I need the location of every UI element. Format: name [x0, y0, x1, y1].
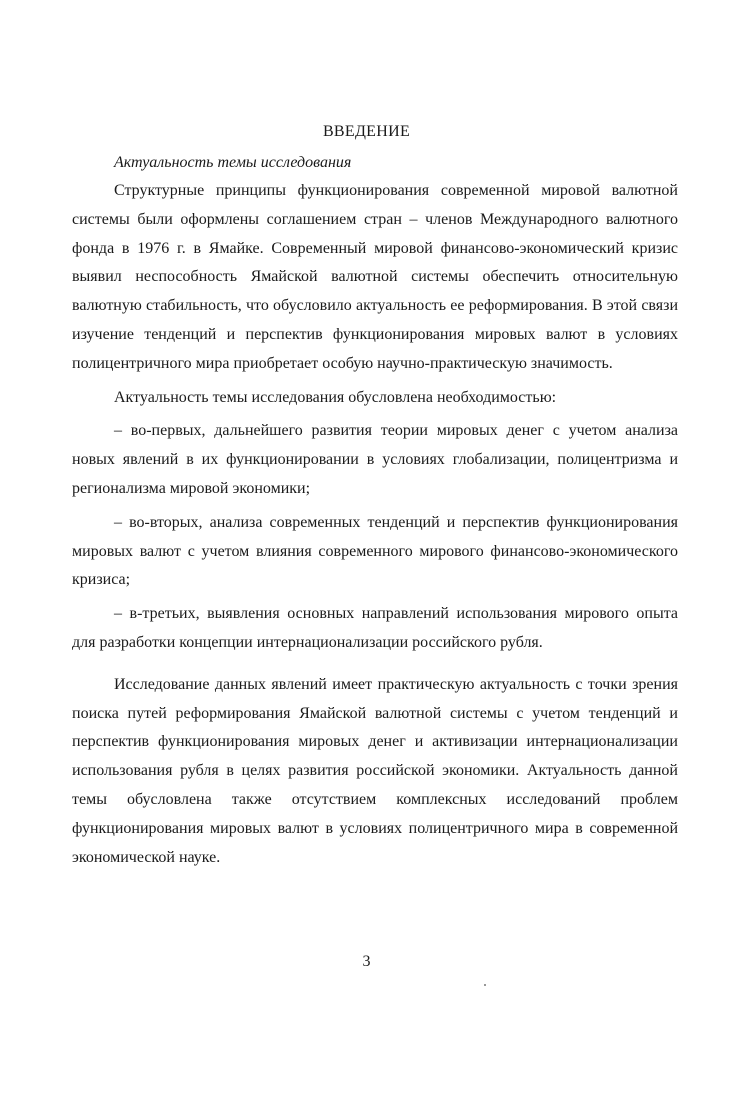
page-heading: ВВЕДЕНИЕ: [322, 123, 411, 140]
paragraph-intro: Структурные принципы функционирования современной мировой валютной системы были оформлены соглашением стран – членов Международного валютного фонда в 1976 г. в Ямайке. Современный мировой финансово-экономический кризис выявил неспособность Ямайской валютной системы обеспечить относительную валютную стабильность, что обусловило актуальность ее реформирования. В этой связи изучение тенденций и перспектив функционирования мировых валют в условиях полицентричного мира приобретает особую научно-практическую значимость.: [72, 182, 678, 372]
paragraph-relevance-lead: Актуальность темы исследования обусловлена необходимостью:: [114, 388, 557, 406]
list-item-third: – в-третьих, выявления основных направлений использования мирового опыта для разработки концепции интернационализации российского рубля.: [72, 605, 678, 651]
section-title: Актуальность темы исследования: [114, 154, 352, 171]
body-text: [72, 177, 678, 872]
page-number: 3: [362, 953, 371, 970]
list-item-second: – во-вторых, анализа современных тенденций и перспектив функционирования мировых валют с учетом влияния современного мирового финансово-экономического кризиса;: [72, 513, 678, 589]
list-item-first: – во-первых, дальнейшего развития теории мировых денег с учетом анализа новых явлений в их функционировании в условиях глобализации, полицентризма и регионализма мировой экономики;: [72, 422, 678, 497]
paragraph-conclusion: Исследование данных явлений имеет практическую актуальность с точки зрения поиска путей реформирования Ямайской валютной системы с учетом тенденций и перспектив функционирования мировых денег и активизации интернационализации использования рубля в целях развития российской экономики. Актуальность данной темы обусловлена также отсутствием комплексных исследований проблем функционирования мировых валют в условиях полицентричного мира в современной экономической науке.: [72, 675, 678, 866]
scan-speck: [484, 984, 486, 986]
